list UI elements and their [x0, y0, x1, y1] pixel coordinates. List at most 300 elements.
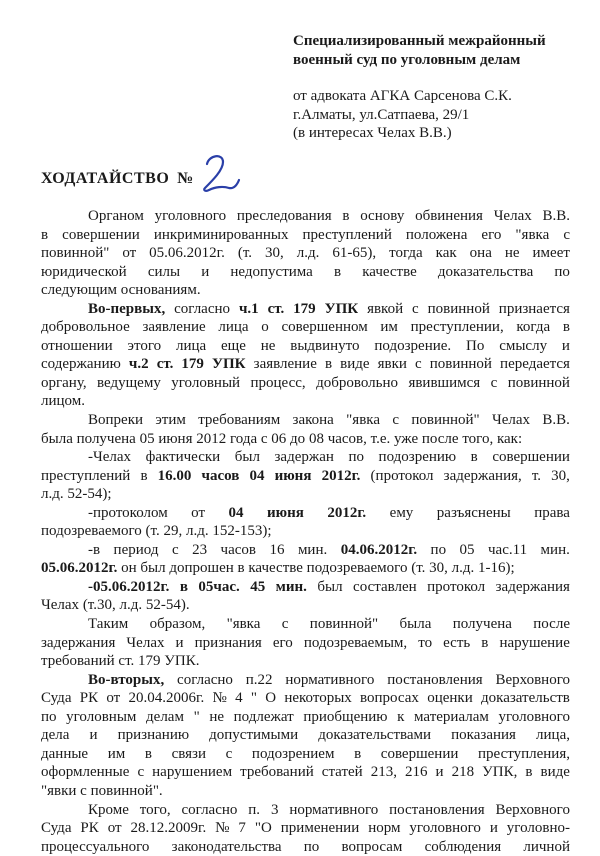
word: явки	[377, 356, 407, 373]
word: период	[113, 541, 159, 558]
body-line	[41, 634, 570, 653]
body-line-text	[41, 522, 570, 541]
word: ему	[389, 504, 414, 521]
word: с	[281, 616, 289, 633]
body-line	[41, 782, 570, 801]
word: заявление	[253, 356, 317, 373]
word: 2012г.	[321, 467, 361, 484]
sender-line: г.Алматы, ул.Сатпаева, 29/1	[293, 106, 470, 123]
word: Челах	[126, 634, 165, 651]
body-line	[41, 708, 570, 727]
word: его	[481, 226, 502, 243]
word: Кроме	[88, 801, 129, 818]
word: повинной"	[411, 412, 480, 429]
word: нарушение	[499, 634, 570, 651]
word: им	[380, 319, 398, 336]
body-line-text	[41, 430, 570, 449]
body-line-text	[41, 745, 570, 764]
word: -Челах	[88, 449, 132, 466]
word: (протокол	[370, 467, 434, 484]
word: как:	[496, 430, 523, 447]
word: и	[561, 337, 570, 354]
sender-line: от адвоката АГКА Сарсенова С.К.	[293, 88, 512, 104]
word: с	[414, 356, 422, 373]
word: 30,	[429, 560, 448, 577]
word: согласно	[181, 801, 238, 818]
word: 61-65),	[332, 245, 377, 262]
document-body	[41, 207, 570, 856]
word: Верховного	[495, 801, 570, 818]
word: того,	[139, 801, 171, 818]
word: от	[106, 690, 121, 707]
body-line-text	[88, 300, 570, 319]
word: не	[209, 708, 225, 725]
word: 52-54).	[145, 597, 190, 614]
word: -05.06.2012г.	[88, 578, 170, 595]
word: в	[333, 263, 342, 280]
word: после	[533, 616, 570, 633]
word: основаниям.	[120, 282, 201, 299]
body-line	[41, 504, 570, 523]
word: п.22	[245, 671, 273, 688]
body-line-text	[88, 671, 570, 690]
word: о	[261, 319, 269, 336]
word: "О	[254, 820, 272, 837]
word: разъяснены	[436, 504, 511, 521]
body-line	[41, 485, 570, 504]
word: с	[563, 226, 570, 243]
body-line-text	[41, 281, 570, 300]
word: с	[490, 374, 498, 391]
word: требований	[240, 764, 314, 781]
word: 2012г.	[327, 504, 367, 521]
word: явившимся	[408, 374, 481, 391]
body-line	[41, 300, 570, 319]
word: вопросам	[341, 838, 403, 855]
word: уголовного	[154, 208, 227, 224]
word: данные	[41, 745, 89, 762]
word: и	[175, 634, 184, 651]
word: личной	[523, 838, 570, 855]
body-line	[41, 411, 570, 430]
body-line-text	[41, 763, 570, 782]
word: подлежат	[233, 708, 294, 725]
handwritten-number	[201, 152, 241, 194]
body-line	[41, 448, 570, 467]
word: с	[137, 764, 145, 781]
word: доказательства	[437, 263, 534, 280]
word: имеет	[532, 245, 570, 262]
word: июня	[158, 430, 193, 447]
word: т.е.	[370, 430, 391, 447]
word: по	[554, 263, 570, 280]
word: виде	[340, 356, 370, 373]
word: не	[504, 245, 520, 262]
word: "явка	[226, 616, 261, 633]
word: признания	[194, 634, 262, 651]
word: 29,	[163, 523, 183, 540]
word: в	[237, 560, 245, 577]
word: соблюдения	[424, 838, 502, 855]
word: повинной	[507, 374, 570, 391]
word: 179	[293, 300, 316, 317]
court-line: военный суд по уголовным делам	[293, 51, 521, 68]
body-line	[41, 355, 570, 374]
word: от	[122, 245, 137, 262]
word: смыслу	[499, 337, 548, 354]
word: (т.	[145, 523, 160, 540]
word: О	[265, 690, 277, 707]
word: передается	[500, 356, 570, 373]
word: подозрение.	[374, 337, 452, 354]
word: 05	[459, 541, 475, 558]
body-line-text	[41, 726, 570, 745]
word: л.д.	[119, 597, 143, 614]
word: задержания,	[443, 467, 522, 484]
body-line	[41, 652, 570, 671]
word: УПК	[212, 356, 246, 373]
word: применении	[280, 820, 360, 837]
word: в	[470, 449, 478, 466]
body-line-text	[88, 207, 570, 226]
body-line-text	[41, 318, 570, 337]
word: фактически	[145, 449, 221, 466]
body-line	[41, 337, 570, 356]
word: положена	[405, 226, 468, 243]
word: в	[324, 356, 333, 373]
word: в	[525, 764, 533, 781]
word: 04	[228, 504, 244, 521]
body-line-text	[41, 652, 570, 671]
word: явкой	[367, 300, 404, 317]
word: его	[272, 634, 293, 651]
word: в	[140, 467, 148, 484]
body-line	[41, 318, 570, 337]
word: Суда	[41, 690, 72, 707]
word: часов,	[327, 430, 367, 447]
court-line: Специализированный межрайонный	[293, 33, 546, 49]
word: повинной	[429, 356, 492, 373]
word: повинной"	[41, 245, 110, 262]
word: согласно	[174, 300, 231, 317]
word: уголовного	[409, 820, 481, 837]
body-line-text	[41, 596, 570, 615]
word: подозреваемого	[306, 560, 408, 577]
body-line	[41, 615, 570, 634]
word: оформленные	[41, 764, 130, 781]
body-line-text	[41, 782, 570, 801]
word: УПК,	[482, 764, 518, 781]
word: часов	[201, 467, 240, 484]
word: 05час.	[198, 578, 240, 595]
word: недопустима	[230, 263, 313, 280]
word: 52-54);	[67, 486, 112, 503]
word: -протоколом	[88, 504, 168, 521]
body-line-text	[88, 541, 570, 560]
word: В.В.	[542, 208, 570, 224]
word: тогда	[389, 245, 423, 262]
word: л.д.	[296, 245, 320, 262]
word: был	[317, 578, 343, 595]
word: ведущему	[97, 374, 161, 391]
word: основу	[360, 208, 405, 224]
word: была	[41, 430, 73, 447]
word: был	[234, 449, 260, 466]
word: лица	[218, 319, 249, 336]
word: 218	[451, 764, 475, 781]
word: и	[489, 820, 498, 837]
word: совершении	[62, 226, 140, 243]
word: ч.2	[128, 356, 149, 373]
word: час.11	[488, 541, 528, 558]
word: и	[435, 764, 444, 781]
word: (т.30,	[82, 597, 116, 614]
word: виде	[540, 764, 570, 781]
word: лица	[175, 337, 207, 354]
word: 3	[270, 801, 279, 818]
word: часов	[220, 541, 256, 558]
word: Органом	[88, 208, 144, 224]
word: показания	[451, 727, 516, 744]
body-line-text	[41, 485, 570, 504]
word: мин.	[297, 541, 328, 558]
word: постановления	[389, 801, 485, 818]
word: права	[534, 504, 570, 521]
word: 16	[269, 541, 285, 558]
word: 45	[250, 578, 266, 595]
word: задержания	[41, 634, 116, 651]
word: РК	[79, 690, 99, 707]
word: заявление	[142, 319, 206, 336]
word: того,	[462, 430, 494, 447]
word: 20.04.2006г.	[128, 690, 205, 707]
word: оценки	[427, 690, 473, 707]
word: уголовно-	[506, 820, 570, 837]
word: требований	[41, 653, 115, 670]
body-line	[41, 374, 570, 393]
word: мин.	[275, 578, 307, 595]
word: №	[212, 690, 227, 707]
word: признается	[498, 300, 570, 317]
word: лицом.	[41, 393, 85, 410]
body-line-text	[41, 392, 570, 411]
word: то	[418, 634, 433, 651]
word: в	[179, 578, 188, 595]
court-addressee	[293, 32, 546, 69]
word: "	[250, 690, 257, 707]
word: "явка	[515, 226, 550, 243]
word: и	[89, 727, 98, 744]
word: составлен	[353, 578, 417, 595]
body-line	[41, 559, 570, 578]
word: приобщению	[303, 708, 388, 725]
word: с	[171, 541, 179, 558]
body-line-text	[41, 467, 570, 486]
word: в	[562, 319, 570, 336]
word: "явка	[346, 412, 380, 429]
word: к	[397, 708, 405, 725]
word: этим	[155, 412, 186, 429]
body-line	[41, 763, 570, 782]
word: по	[430, 541, 447, 558]
body-line	[41, 745, 570, 764]
word: ч.1	[238, 300, 259, 317]
word: дела	[41, 727, 70, 744]
body-line-text	[41, 337, 570, 356]
word: ст.	[267, 300, 285, 317]
title-label: ХОДАТАЙСТВО	[41, 170, 170, 187]
word: УПК.	[164, 653, 200, 670]
word: задержан	[274, 449, 334, 466]
word: с	[392, 412, 399, 429]
word: Во-вторых,	[88, 671, 165, 688]
body-line-text	[41, 263, 570, 282]
word: как	[435, 245, 457, 262]
word: 7	[238, 820, 246, 837]
word: материалам	[414, 708, 489, 725]
word: подозрением	[251, 745, 335, 762]
word: подозреваемого	[41, 523, 142, 540]
word: УПК	[324, 300, 359, 317]
word: с	[225, 745, 233, 762]
body-line	[41, 726, 570, 745]
word: есть	[443, 634, 471, 651]
word: 23	[192, 541, 208, 558]
word: добровольное	[41, 319, 130, 336]
word: с	[412, 300, 419, 317]
word: 05.06.2012г.	[41, 560, 118, 577]
word: уже	[393, 430, 419, 447]
word: закона	[292, 412, 334, 429]
body-line	[41, 244, 570, 263]
word: л.д.	[185, 523, 209, 540]
word: преступлении,	[410, 319, 504, 336]
body-line	[41, 671, 570, 690]
word: мин.	[540, 541, 570, 558]
word: уголовный	[171, 374, 241, 391]
word: Таким	[88, 616, 129, 633]
word: уголовного	[498, 708, 570, 725]
word: от	[191, 504, 206, 521]
word: отношении	[41, 337, 113, 354]
word: подозрению	[378, 449, 457, 466]
word: 28.12.2009г.	[130, 820, 207, 837]
word: преследования	[236, 208, 332, 224]
word: органу,	[41, 374, 87, 391]
word: инкриминированных	[153, 226, 289, 243]
word: в	[354, 745, 362, 762]
word: п.	[248, 801, 261, 818]
word: она	[469, 245, 492, 262]
word: 179	[138, 653, 161, 670]
word: делам	[146, 708, 184, 725]
body-line	[41, 467, 570, 486]
word: повинной".	[90, 782, 163, 799]
word: 30,	[551, 467, 570, 484]
word: когда	[516, 319, 551, 336]
word: качестве	[362, 263, 417, 280]
body-line	[41, 263, 570, 282]
word: от	[107, 820, 122, 837]
word: обвинения	[415, 208, 483, 224]
body-line	[41, 392, 570, 411]
word: в	[41, 226, 49, 243]
word: совершении	[492, 449, 570, 466]
body-line-text	[88, 504, 570, 523]
body-line	[41, 522, 570, 541]
body-line	[41, 281, 570, 300]
word: Суда	[41, 820, 72, 837]
word: в	[481, 634, 489, 651]
body-line-text	[41, 634, 570, 653]
word: преступлений	[302, 226, 392, 243]
body-line-text	[41, 559, 570, 578]
word: допрошен	[169, 560, 234, 577]
body-line	[41, 838, 570, 856]
word: доказательств	[481, 690, 570, 707]
word: Верховного	[495, 671, 570, 688]
body-line-text	[88, 411, 570, 430]
word: постановления	[387, 671, 483, 688]
word: задержания	[495, 578, 570, 595]
sender-block	[293, 87, 512, 143]
word: 213,	[370, 764, 397, 781]
word: им	[107, 745, 126, 762]
word: 4	[235, 690, 243, 707]
word: нарушением	[152, 764, 233, 781]
word: Челах	[41, 597, 80, 614]
word: статей	[321, 764, 363, 781]
word: законодательства	[171, 838, 282, 855]
word: по	[303, 838, 320, 855]
word: протокол	[427, 578, 486, 595]
body-line-text	[88, 448, 570, 467]
word: по	[41, 708, 57, 725]
word: 16.00	[157, 467, 192, 484]
word: образом,	[149, 616, 206, 633]
word: Вопреки	[88, 412, 144, 429]
word: выдвинуто	[290, 337, 360, 354]
body-line-text	[41, 244, 570, 263]
word: доказательствами	[318, 727, 432, 744]
word: следующим	[41, 282, 118, 299]
word: нормативного	[285, 671, 375, 688]
word: В.В.	[542, 412, 570, 429]
word: получена	[452, 616, 512, 633]
word: июня	[266, 504, 304, 521]
word: 216	[405, 764, 428, 781]
word: связи	[171, 745, 206, 762]
word: содержанию	[41, 356, 121, 373]
word: добровольно	[316, 374, 398, 391]
word: т.	[531, 467, 542, 484]
word: с	[80, 782, 87, 799]
word: июня	[274, 467, 312, 484]
word: 2012	[196, 430, 227, 447]
word: л.д.	[451, 560, 475, 577]
word: некоторых	[284, 690, 352, 707]
word: 08	[308, 430, 324, 447]
word: силы	[147, 263, 181, 280]
word: после	[421, 430, 459, 447]
word: процесс,	[250, 374, 306, 391]
word: По	[466, 337, 485, 354]
word: 05	[139, 430, 155, 447]
body-line	[41, 596, 570, 615]
word: этого	[127, 337, 162, 354]
word: 04	[249, 467, 265, 484]
document-title	[41, 170, 194, 188]
